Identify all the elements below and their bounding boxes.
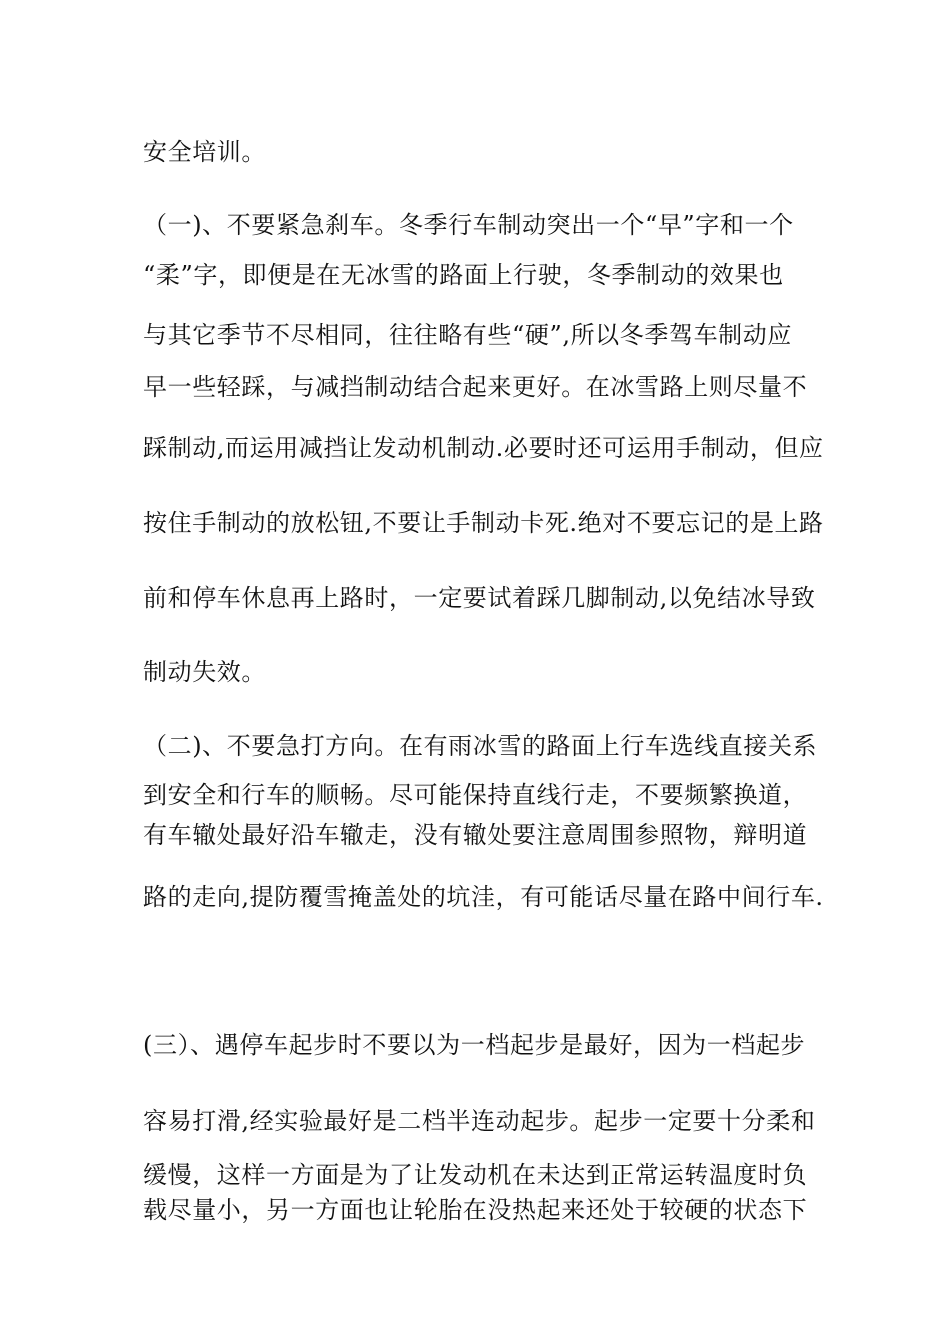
text-line: “柔”字，即便是在无冰雪的路面上行驶，冬季制动的效果也	[143, 261, 784, 289]
text-line: 路的走向,提防覆雪掩盖处的坑洼，有可能话尽量在路中间行车.	[143, 883, 824, 911]
text-line: 踩制动,而运用减挡让发动机制动.必要时还可运用手制动，但应	[143, 434, 824, 462]
text-line: 前和停车休息再上路时，一定要试着踩几脚制动,以免结冰导致	[143, 584, 816, 612]
text-line: 按住手制动的放松钮,不要让手制动卡死.绝对不要忘记的是上路	[143, 509, 824, 537]
text-line: 缓慢，这样一方面是为了让发动机在未达到正常运转温度时负	[143, 1161, 808, 1189]
text-line: 早一些轻踩，与减挡制动结合起来更好。在冰雪路上则尽量不	[143, 373, 808, 401]
text-line: 与其它季节不尽相同，往往略有些“硬”,所以冬季驾车制动应	[143, 321, 792, 349]
text-line: （二)、不要急打方向。在有雨冰雪的路面上行车选线直接关系	[143, 732, 818, 760]
text-line: 载尽量小，另一方面也让轮胎在没热起来还处于较硬的状态下	[143, 1196, 808, 1224]
text-line: (三）、遇停车起步时不要以为一档起步是最好，因为一档起步	[143, 1031, 806, 1059]
text-line: 制动失效。	[143, 658, 266, 686]
text-line: 安全培训。	[143, 138, 266, 166]
text-line: 到安全和行车的顺畅。尽可能保持直线行走，不要频繁换道，	[143, 781, 808, 809]
text-line: 容易打滑,经实验最好是二档半连动起步。起步一定要十分柔和	[143, 1107, 816, 1135]
text-line: 有车辙处最好沿车辙走，没有辙处要注意周围参照物，辩明道	[143, 821, 808, 849]
text-line: （一)、不要紧急刹车。冬季行车制动突出一个“早”字和一个	[143, 211, 794, 239]
